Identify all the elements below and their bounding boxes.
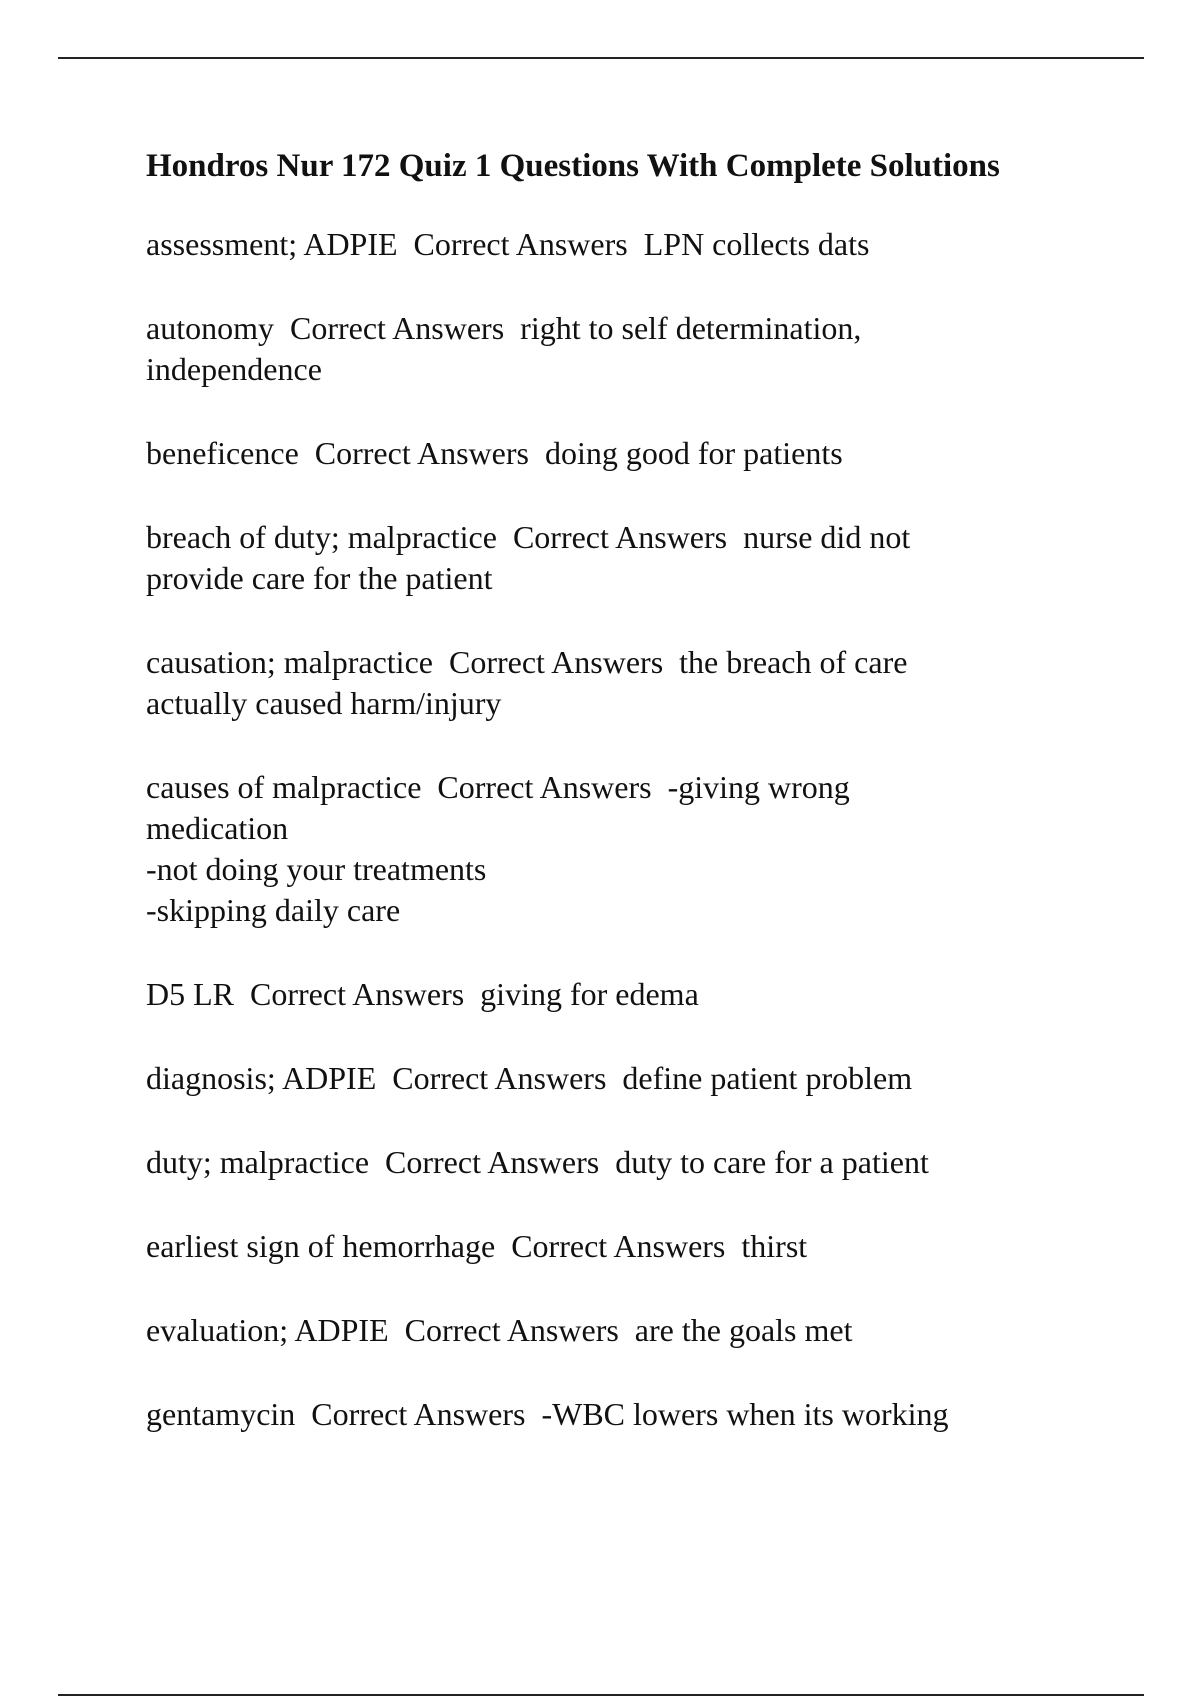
qa-entry (146, 1058, 1146, 1099)
entry-line: -not doing your treatments (146, 851, 487, 887)
qa-entry (146, 1142, 1146, 1183)
entry-line: provide care for the patient (146, 560, 493, 596)
entry-line: medication (146, 810, 289, 846)
qa-entry (146, 1226, 1146, 1267)
qa-entry (146, 642, 1146, 724)
footer-rule (58, 1694, 1144, 1696)
document-title: Hondros Nur 172 Quiz 1 Questions With Complete Solutions (146, 148, 1000, 184)
entry-line: actually caused harm/injury (146, 685, 502, 721)
entry-line: D5 LR Correct Answers giving for edema (146, 976, 699, 1012)
entry-line: diagnosis; ADPIE Correct Answers define patient problem (146, 1060, 913, 1096)
qa-entry (146, 974, 1146, 1015)
entry-line: assessment; ADPIE Correct Answers LPN collects dats (146, 226, 870, 262)
entry-line: evaluation; ADPIE Correct Answers are the goals met (146, 1312, 853, 1348)
qa-entry (146, 224, 1146, 265)
entry-line: duty; malpractice Correct Answers duty to care for a patient (146, 1144, 929, 1180)
entry-line: earliest sign of hemorrhage Correct Answers thirst (146, 1228, 808, 1264)
qa-entry (146, 308, 1146, 390)
entry-line: gentamycin Correct Answers -WBC lowers when its working (146, 1396, 949, 1432)
qa-entry (146, 517, 1146, 599)
entry-line: autonomy Correct Answers right to self determination, (146, 310, 862, 346)
qa-entry (146, 433, 1146, 474)
entry-line: causes of malpractice Correct Answers -giving wrong (146, 769, 850, 805)
entry-line: causation; malpractice Correct Answers the breach of care (146, 644, 908, 680)
entry-line: beneficence Correct Answers doing good for patients (146, 435, 843, 471)
qa-entry (146, 1310, 1146, 1351)
entry-line: breach of duty; malpractice Correct Answers nurse did not (146, 519, 911, 555)
entry-line: independence (146, 351, 322, 387)
qa-entry (146, 1394, 1146, 1435)
document-body (146, 146, 1146, 1478)
qa-entry (146, 767, 1146, 931)
entry-line: -skipping daily care (146, 892, 401, 928)
header-rule (58, 57, 1144, 59)
